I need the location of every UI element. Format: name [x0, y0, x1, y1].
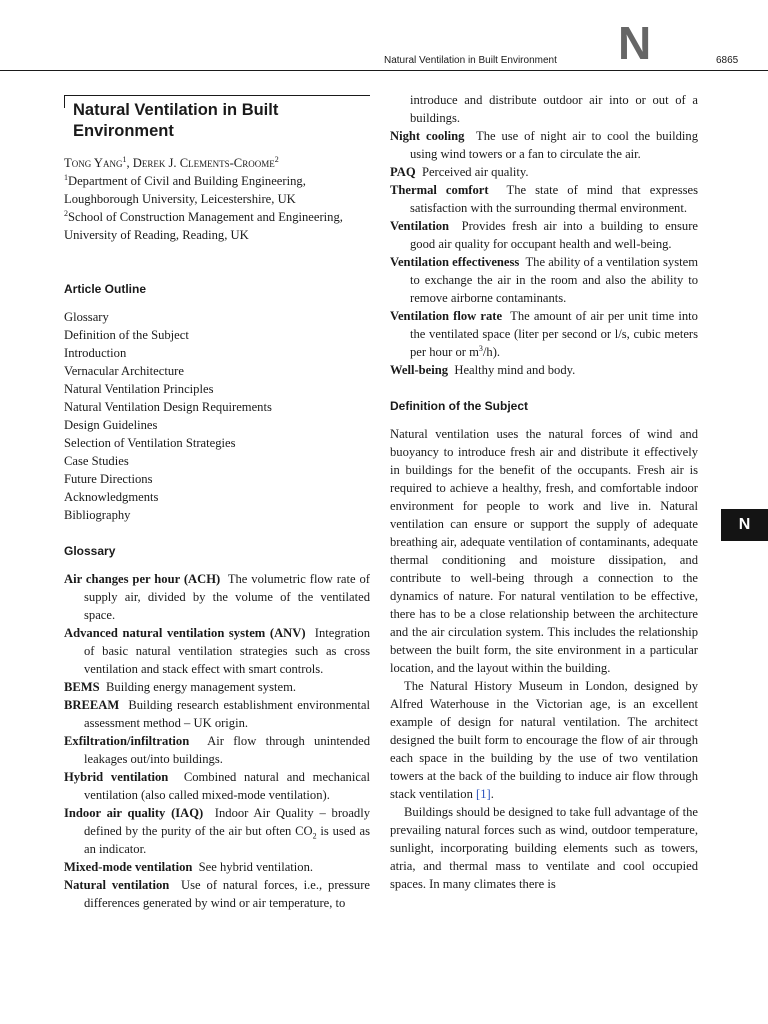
glossary-definition: The state of mind that expresses satisfaction with the surrounding thermal environment. — [410, 183, 698, 215]
author-2-sup: 2 — [274, 154, 279, 164]
glossary-entry-well-being — [390, 361, 698, 379]
article-title-line2: Environment — [73, 122, 174, 140]
glossary-entry-anv — [64, 624, 370, 678]
glossary-term: Ventilation — [390, 219, 450, 233]
glossary-entry-ventilation-effectiveness — [390, 253, 698, 307]
outline-item[interactable]: Vernacular Architecture — [64, 364, 184, 378]
glossary-term: Thermal comfort — [390, 183, 489, 197]
outline-item[interactable]: Acknowledgments — [64, 490, 159, 504]
glossary-entry-breeam — [64, 696, 370, 732]
glossary-continuation: introduce and distribute outdoor air into or out of a buildings. — [410, 93, 698, 125]
glossary-term: PAQ — [390, 165, 416, 179]
author-1: Tong Yang — [64, 156, 123, 170]
glossary-term: Hybrid ventilation — [64, 770, 169, 784]
header-rule — [0, 70, 768, 71]
definition-paragraph-1: Natural ventilation uses the natural forces of wind and buoyancy to introduce fresh air and distribute it effectively in buildings for the benefit of the occupants. Fresh air is required to achieve a healthy, fresh, and comfortable indoor environment for people to work and live in. Natural ventilation can ensure or support the supply of adequate breathing air, adequate ventilation of contaminants, adequate thermal conditioning and moisture dissipation, and contribute to well-being through a connection to the dynamics of nature. For natural ventilation to be effective, there has to be a close relationship between the architecture and the air circulation system. This includes the relationship between the built form, the site environment in a particular location, and the layout within the building. — [390, 427, 698, 675]
glossary-entry-iaq — [64, 804, 370, 858]
glossary-entry-ventilation-flow-rate — [390, 307, 698, 361]
glossary-entry-ventilation — [390, 217, 698, 253]
glossary-definition: The volumetric flow rate of supply air, divided by the volume of the ventilated space. — [84, 572, 370, 622]
glossary-term: Well-being — [390, 363, 449, 377]
glossary-definition: Integration of basic natural ventilation strategies such as cross ventilation and stack effect with smart controls. — [84, 626, 371, 676]
definition-heading: Definition of the Subject — [390, 399, 528, 413]
article-outline — [64, 308, 370, 524]
glossary-term: Advanced natural ventilation system (ANV) — [64, 626, 306, 640]
section-thumb-tab: N — [721, 509, 768, 541]
glossary-entry-natural-ventilation — [64, 876, 370, 912]
authors — [64, 154, 370, 172]
glossary-definition-end: /h). — [482, 345, 501, 359]
glossary-co2-sub: 2 — [312, 831, 317, 841]
outline-item[interactable]: Selection of Ventilation Strategies — [64, 436, 236, 450]
left-column — [64, 95, 370, 912]
outline-item[interactable]: Design Guidelines — [64, 418, 158, 432]
article-title-line1: Natural Ventilation in Built — [73, 101, 279, 119]
glossary-definition: Use of natural forces, i.e., pressure differences generated by wind or air temperature, to — [84, 878, 370, 910]
glossary-term: BEMS — [64, 680, 100, 694]
author-1-sup: 1 — [122, 154, 127, 164]
glossary-definition: The ability of a ventilation system to exchange the air in the room and also the ability to remove airborne contaminants. — [410, 255, 698, 305]
page-number: 6865 — [716, 55, 739, 66]
right-column — [390, 91, 698, 893]
glossary-definition: Healthy mind and body. — [454, 363, 576, 377]
paragraph-end: . — [490, 787, 494, 801]
glossary-term: BREEAM — [64, 698, 120, 712]
definition-paragraph-3: Buildings should be designed to take full advantage of the prevailing natural forces such as wind, outdoor temperature, sunlight, incorporating building elements such as towers, atria, and thermal mass to ventilate and cool occupied spaces. In many climates there is — [390, 805, 698, 891]
outline-item[interactable]: Case Studies — [64, 454, 129, 468]
citation-link[interactable]: [1] — [476, 787, 491, 801]
glossary-definition: Perceived air quality. — [421, 165, 529, 179]
affiliation-1-text: Department of Civil and Building Engineering, Loughborough University, Leicestershire, UK — [64, 174, 306, 206]
author-separator: , — [126, 156, 133, 170]
affiliation-2-text: School of Construction Management and Engineering, University of Reading, Reading, UK — [64, 210, 343, 242]
glossary-definition: The use of night air to cool the building using wind towers or a fan to circulate the air. — [410, 129, 698, 161]
glossary-definition-end: is used as an indicator. — [84, 824, 370, 856]
glossary-term: Ventilation flow rate — [390, 309, 503, 323]
glossary-entry-thermal-comfort — [390, 181, 698, 217]
glossary-entry-mixed-mode — [64, 858, 370, 876]
affiliation-2-sup: 2 — [64, 208, 68, 218]
glossary-entry-ach — [64, 570, 370, 624]
glossary-term: Air changes per hour (ACH) — [64, 572, 221, 586]
outline-item[interactable]: Definition of the Subject — [64, 328, 189, 342]
glossary-term: Natural ventilation — [64, 878, 170, 892]
glossary-entry-paq — [390, 163, 698, 181]
outline-item[interactable]: Natural Ventilation Principles — [64, 382, 214, 396]
affiliation-2 — [64, 208, 370, 244]
glossary-definition: Provides fresh air into a building to ensure good air quality for occupant health and well-being. — [410, 219, 699, 251]
glossary-term: Exfiltration/infiltration — [64, 734, 190, 748]
definition-paragraph-2 — [390, 677, 698, 803]
glossary-term: Night cooling — [390, 129, 465, 143]
glossary-definition: Building energy management system. — [106, 680, 297, 694]
outline-item[interactable]: Introduction — [64, 346, 127, 360]
glossary-definition: The amount of air per unit time into the ventilated space (liter per second or l/s, cubic meters per hour or m — [410, 309, 698, 359]
glossary-entry-hybrid — [64, 768, 370, 804]
glossary-term: Ventilation effectiveness — [390, 255, 520, 269]
glossary-term: Indoor air quality (IAQ) — [64, 806, 204, 820]
glossary-term: Mixed-mode ventilation — [64, 860, 193, 874]
article-title — [64, 100, 370, 142]
glossary-entry-bems — [64, 678, 370, 696]
glossary-definition: Air flow through unintended leakages out/into buildings. — [84, 734, 370, 766]
glossary-definition: Building research establishment environmental assessment method – UK origin. — [84, 698, 370, 730]
paragraph-text: The Natural History Museum in London, designed by Alfred Waterhouse in the Victorian age, is an excellent example of design for natural ventilation. The architect designed the built form to encourage the flow of air through each space in the building by the use of two ventilation towers at the back of the building to induce air flow through stack ventilation — [390, 679, 698, 801]
author-2: Derek J. Clements-Croome — [132, 156, 275, 170]
affiliation-1-sup: 1 — [64, 172, 68, 182]
glossary-definition: See hybrid ventilation. — [198, 860, 314, 874]
glossary-definition: Indoor Air Quality – broadly defined by the purity of the air but often — [84, 806, 371, 838]
glossary-entry-night-cooling — [390, 127, 698, 163]
section-letter: N — [618, 17, 652, 69]
running-title: Natural Ventilation in Built Environment — [384, 55, 557, 66]
outline-item[interactable]: Natural Ventilation Design Requirements — [64, 400, 272, 414]
outline-item[interactable]: Glossary — [64, 310, 109, 324]
affiliation-1 — [64, 172, 370, 208]
glossary-co2: CO — [295, 824, 313, 838]
glossary-m3-sup: 3 — [478, 343, 483, 353]
glossary-definition: Combined natural and mechanical ventilation (also called mixed-mode ventilation). — [84, 770, 371, 802]
glossary-heading: Glossary — [64, 544, 116, 558]
glossary-entry-exfiltration — [64, 732, 370, 768]
outline-item[interactable]: Future Directions — [64, 472, 153, 486]
outline-heading: Article Outline — [64, 282, 147, 296]
outline-item[interactable]: Bibliography — [64, 508, 131, 522]
